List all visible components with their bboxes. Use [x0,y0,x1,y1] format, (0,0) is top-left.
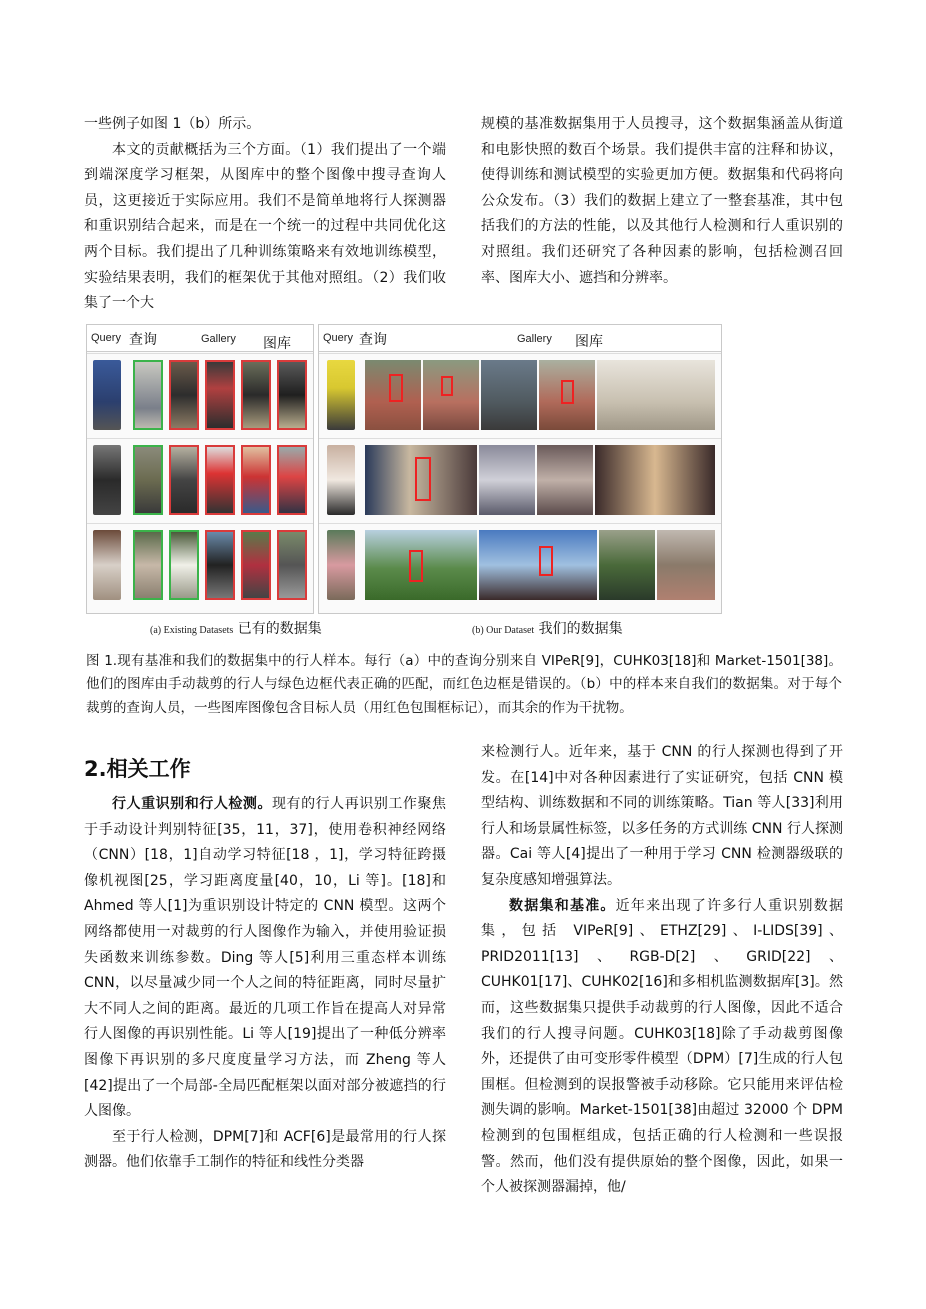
top-left-column [84,112,446,317]
figure-caption: 图 1.现有基准和我们的数据集中的行人样本。每行（a）中的查询分别来自 VIPeR[9]，CUHK03[18]和 Market-1501[38]。他们的图库由手动裁剪的行人与绿色边框代表正确的匹配，而红色边框是错误的。（b）中的样本来自我们的数据集。对于每个裁剪的查询人员，一些图库图像包含目标人员（用红色包围框标记），而其余的作为干扰物。 [86,653,842,716]
gallery-crop [277,445,307,515]
subcaption-a-zh: 已有的数据集 [237,621,322,637]
gallery-crop-match [169,530,199,600]
sample-row [87,353,313,438]
gallery-scene [537,445,593,515]
gallery-label: Gallery [201,333,236,345]
gallery-scene [481,360,537,430]
paragraph: 规模的基准数据集用于人员搜寻，这个数据集涵盖从街道和电影快照的数百个场景。我们提供丰富的注释和协议，使得训练和测试模型的实验更加方便。数据集和代码将向公众发布。（3）我们的数据上建立了一整套基准，其中包括我们的方法的性能，以及其他行人检测和行人重识别的对照组。我们还研究了各种因素的影响，包括检测召回率、图库大小、遮挡和分辨率。 [481,116,843,286]
target-bounding-box [539,546,553,576]
sample-row [87,438,313,523]
sample-row [319,353,721,438]
gallery-crop [169,445,199,515]
panel-b-header [319,325,721,352]
gallery-crop-match [133,360,163,430]
panel-a-header [87,325,313,352]
query-crop [327,530,355,600]
gallery-crop [241,445,271,515]
figure-1 [86,324,722,642]
section-heading: 2.相关工作 [84,757,191,781]
gallery-scene [597,360,715,430]
paragraph-body: 近年来出现了许多行人重识别数据集，包括 VIPeR[9]、ETHZ[29]、I-LIDS[39]、PRID2011[13]、RGB-D[2]、GRID[22]、CUHK01[17]、CUHK02[16]和多相机监测数据库[3]。然而，这些数据集只提供手动裁剪的行人图像，因此不适合我们的行人搜寻问题。CUHK03[18]除了手动裁剪图像外，还提供了由可变形零件模型（DPM）[7]生成的行人包围框。但检测到的误报警被手动移除。它只能用来评估检测失调的影响。Market-1501[38]由超过 32000 个 DPM 检测到的包围框组成，包括正确的行人检测和一些误报警。然而，他们没有提供原始的整个图像，因此，如果一个人被探测器漏掉，他/ [481,897,844,1196]
bottom-right-column [481,740,843,1201]
query-crop [93,445,121,515]
gallery-label-zh: 图库 [263,336,291,352]
paragraph: 一些例子如图 1（b）所示。 [84,116,261,132]
gallery-crop [277,360,307,430]
gallery-crop [169,360,199,430]
gallery-crop [205,530,235,600]
our-dataset-panel [318,324,722,614]
gallery-scene [657,530,715,600]
subcaption-a-en: (a) Existing Datasets [150,625,234,636]
paragraph: 来检测行人。近年来，基于 CNN 的行人探测也得到了开发。在[14]中对各种因素进行了实证研究，包括 CNN 模型结构、训练数据和不同的训练策略。Tian 等人[33]利用行人和场景属性标签，以多任务的方式训练 CNN 行人探测器。Cai 等人[4]提出了一种用于学习 CNN 检测器级联的复杂度感知增强算法。 [481,744,843,888]
paragraph-lead: 行人重识别和行人检测。 [112,796,272,812]
query-label: Query [323,332,353,344]
gallery-crop [277,530,307,600]
gallery-scene [479,445,535,515]
gallery-crop [241,360,271,430]
query-label-zh: 查询 [129,332,157,348]
gallery-scene [539,360,595,430]
query-label-zh: 查询 [359,332,387,348]
gallery-crop [241,530,271,600]
query-label: Query [91,332,121,344]
paragraph [481,894,843,1201]
subcaption-a [150,618,322,638]
gallery-scene [479,530,597,600]
gallery-crop [205,445,235,515]
gallery-crop-match [133,445,163,515]
paragraph: 本文的贡献概括为三个方面。（1）我们提出了一个端到端深度学习框架，从图库中的整个图像中搜寻查询人员，这更接近于实际应用。我们不是简单地将行人探测器和重识别结合起来，而是在一个统一的过程中共同优化这两个目标。我们提出了几种训练策略来有效地训练模型，实验结果表明，我们的框架优于其他对照组。（2）我们收集了一个大 [84,141,446,312]
subcaption-b-zh: 我们的数据集 [538,621,623,637]
query-crop [327,360,355,430]
gallery-scene [365,530,477,600]
sample-row [319,438,721,523]
sample-row [319,523,721,608]
paragraph [84,792,446,1125]
gallery-scene [595,445,715,515]
sample-row [87,523,313,608]
paragraph: 至于行人检测，DPM[7]和 ACF[6]是最常用的行人探测器。他们依靠手工制作的特征和线性分类器 [84,1128,446,1171]
gallery-scene [365,360,421,430]
bottom-left-column [84,757,446,1176]
gallery-scene [423,360,479,430]
target-bounding-box [389,374,403,402]
gallery-crop [205,360,235,430]
paragraph-body: 现有的行人再识别工作聚焦于手动设计判别特征[35，11，37]，使用卷积神经网络（CNN）[18，1]自动学习特征[18 ，1]，学习特征跨摄像机视图[25，学习距离度量[40，10，Li 等]。[18]和 Ahmed 等人[1]为重识别设计特定的 CNN 模型。这两个网络都使用一对裁剪的行人图像作为输入，并使用验证损失函数来训练参数。Ding 等人[5]利用三重态样本训练 CNN，以尽量减少同一个人之间的特征距离，同时尽量扩大不同人之间的距离。最近的几项工作旨在提高人对异常行人图像的再识别性能。Li 等人[19]提出了一种低分辨率图像下再识别的多尺度度量学习方法，而 Zheng 等人[42]提出了一个局部-全局匹配框架以面对部分被遮挡的行人图像。 [84,796,446,1120]
query-crop [93,360,121,430]
paragraph-lead: 数据集和基准。 [509,897,616,914]
gallery-scene [365,445,477,515]
target-bounding-box [441,376,453,396]
top-right-column [481,112,843,291]
query-crop [93,530,121,600]
gallery-label: Gallery [517,333,552,345]
subcaption-b [472,618,623,638]
target-bounding-box [409,550,423,582]
target-bounding-box [561,380,574,404]
query-crop [327,445,355,515]
existing-datasets-panel [86,324,314,614]
subcaption-b-en: (b) Our Dataset [472,625,535,636]
gallery-scene [599,530,655,600]
gallery-crop-match [133,530,163,600]
gallery-label-zh: 图库 [575,334,603,350]
target-bounding-box [415,457,431,501]
